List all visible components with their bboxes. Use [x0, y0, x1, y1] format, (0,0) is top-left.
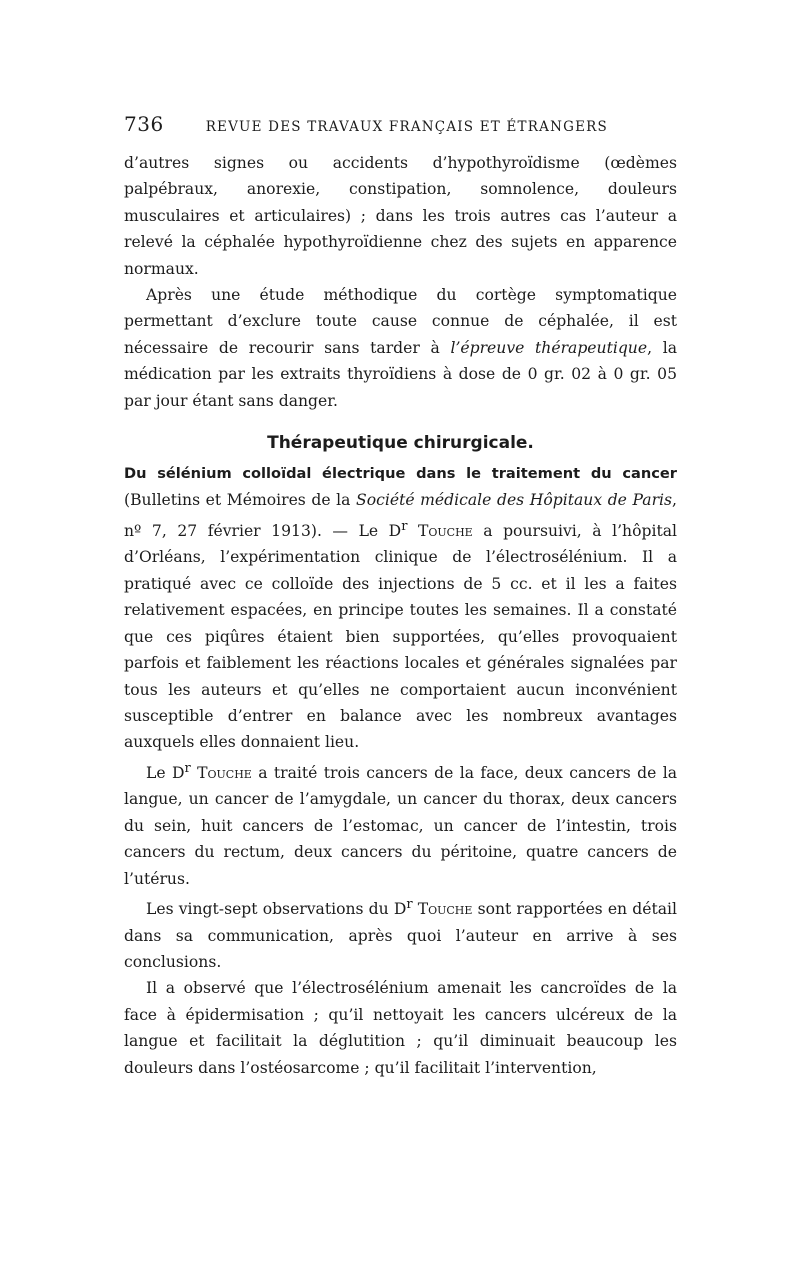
paragraph-2-text-a: Après une étude méthodique du cortège symptomatique permettant d’exclure toute cause connue de céphalée, il est nécessaire de recourir sans tarder à — [124, 286, 677, 357]
page-number: 736 — [124, 112, 164, 136]
paragraph-5-sup: r — [406, 896, 413, 912]
body-text — [124, 150, 677, 1081]
article-ref-b: , nº 7, 27 février 1913). — Le D — [124, 491, 677, 541]
article-author: Touche — [417, 522, 473, 541]
paragraph-4-text-b: a traité trois cancers de la face, deux cancers de la langue, un cancer de l’amygdale, un cancer du thorax, deux cancers du sein, huit cancers de l’estomac, un cancer de l’intestin, trois cancers du rectum, deux cancers du péritoine, quatre cancers de l’utérus. — [124, 763, 677, 888]
paragraph-5-text-b: sont rapportées en détail dans sa communication, après quoi l’auteur en arrive à ses conclusions. — [124, 900, 677, 971]
paragraph-4-sup: r — [184, 760, 191, 776]
article-ref-a: (Bulletins et Mémoires de la — [124, 491, 357, 510]
page-header — [124, 112, 676, 136]
paragraph-6-text: Il a observé que l’électrosélénium amenait les cancroïdes de la face à épidermisation ; qu’il nettoyait les cancers ulcéreux de la langue et facilitait la déglutition ; qu’il diminuait beaucoup les douleurs dans l’ostéosarcome ; qu’il facilitait l’intervention, — [124, 979, 677, 1077]
paragraph-5 — [124, 892, 677, 975]
running-title: REVUE DES TRAVAUX FRANÇAIS ET ÉTRANGERS — [205, 119, 608, 135]
article-text: a poursuivi, à l’hôpital d’Orléans, l’expérimentation clinique de l’électrosélénium. Il a pratiqué avec ce colloïde des injections de 5 cc. et il les a faites relativement espacées, en principe toutes les semaines. Il a constaté que ces piqûres étaient bien supportées, qu’elles provoquaient parfois et faiblement les réactions locales et générales signalées par tous les auteurs et qu’elles ne comportaient aucun inconvénient susceptible d’entrer en balance avec les nombreux avantages auxquels elles donnaient lieu. — [124, 522, 677, 752]
paragraph-6 — [124, 975, 677, 1081]
article-title: Du sélénium colloïdal électrique dans le traitement du cancer — [124, 465, 677, 483]
section-heading: Thérapeutique chirurgicale. — [267, 433, 534, 454]
paragraph-4-author: Touche — [197, 763, 252, 782]
paragraph-1 — [124, 150, 677, 282]
article-paragraph — [124, 460, 677, 756]
paragraph-2 — [124, 282, 677, 414]
article-dr-sup: r — [401, 518, 408, 534]
paragraph-2-italic: l’épreuve thérapeutique — [450, 338, 648, 357]
article-ref-journal: Société médicale des Hôpitaux de Paris — [356, 491, 673, 510]
paragraph-5-author: Touche — [417, 900, 473, 919]
paragraph-5-text-a: Les vingt-sept observations du D — [146, 900, 407, 919]
paragraph-4-text-a: Le D — [146, 763, 185, 782]
paragraph-1-text: d’autres signes ou accidents d’hypothyroïdisme (œdèmes palpébraux, anorexie, constipation, somnolence, douleurs musculaires et articulaires) ; dans les trois autres cas l’auteur a relevé la céphalée hypothyroïdienne chez des sujets en apparence normaux. — [124, 154, 677, 278]
paragraph-4 — [124, 756, 677, 892]
paragraph-2-text-b: , la médication par les extraits thyroïdiens à dose de 0 gr. 02 à 0 gr. 05 par jour étant sans danger. — [124, 338, 677, 410]
